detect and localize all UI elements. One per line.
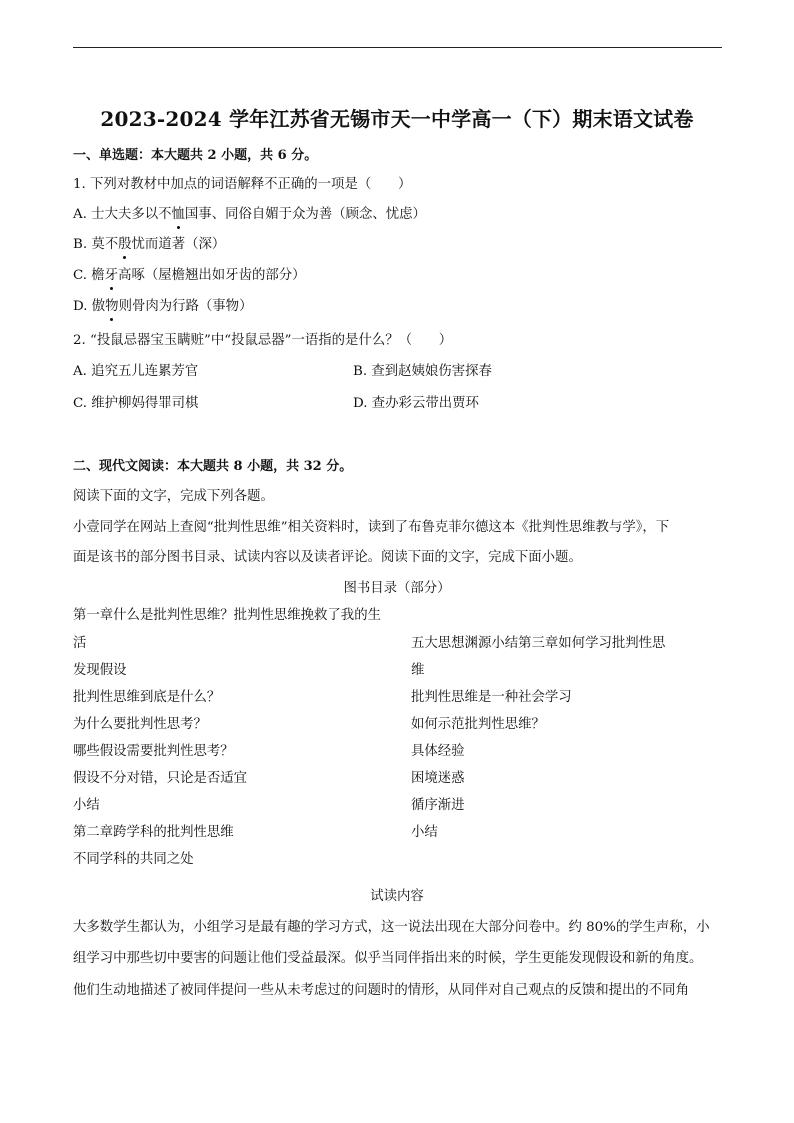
q2-option-d: D. 查办彩云带出贾环 bbox=[353, 396, 479, 411]
excerpt-line: 大多数学生都认为，小组学习是最有趣的学习方式，这一说法出现在大部分问卷中。约 80%的学生声称，小 bbox=[73, 920, 710, 935]
toc-right-item: 五大思想渊源小结第三章如何学习批判性思 bbox=[411, 636, 666, 651]
toc-left-item: 第一章什么是批判性思维？批判性思维挽救了我的生 bbox=[73, 608, 381, 623]
q2-option-b: B. 查到赵姨娘伤害探春 bbox=[353, 364, 492, 379]
emphasis-dot-char: 恤 bbox=[171, 207, 185, 222]
q1-option-d: D. 傲物则骨肉为行路（事物） bbox=[73, 299, 253, 314]
toc-right-item: 循序渐进 bbox=[411, 798, 465, 813]
emphasis-dot-char: 牙 bbox=[104, 268, 119, 283]
section2-heading: 二、现代文阅读：本大题共 8 小题，共 32 分。 bbox=[73, 459, 353, 474]
toc-left-item: 活 bbox=[73, 636, 87, 651]
toc-left-item: 第二章跨学科的批判性思维 bbox=[73, 825, 234, 840]
toc-left-item: 发现假设 bbox=[73, 663, 127, 678]
emphasis-dot-char: 物 bbox=[105, 299, 119, 314]
toc-left-item: 为什么要批判性思考？ bbox=[73, 717, 207, 732]
toc-title: 图书目录（部分） bbox=[343, 581, 451, 596]
paragraph-line: 小壹同学在网站上查阅“批判性思维”相关资料时，读到了布鲁克菲尔德这本《批判性思维教与学》，下 bbox=[73, 520, 670, 535]
exam-title: 2023-2024 学年江苏省无锡市天一中学高一（下）期末语文试卷 bbox=[100, 107, 694, 131]
q1-option-b: B. 莫不殷忧而道著（深） bbox=[73, 237, 226, 252]
q1-option-a: A. 士大夫多以不恤国事、同俗自媚于众为善（顾念、忧虑） bbox=[73, 207, 426, 222]
q1-option-c: C. 檐牙高啄（屋檐翘出如牙齿的部分） bbox=[73, 268, 306, 283]
q2-option-a: A. 追究五儿连累芳官 bbox=[73, 364, 199, 379]
q1-stem: 1. 下列对教材中加点的词语解释不正确的一项是（ ） bbox=[73, 177, 412, 192]
toc-left-item: 小结 bbox=[73, 798, 100, 813]
toc-right-item: 具体经验 bbox=[411, 744, 465, 759]
section1-heading: 一、单选题：本大题共 2 小题，共 6 分。 bbox=[73, 148, 318, 163]
q2-option-c: C. 维护柳妈得罪司棋 bbox=[73, 396, 199, 411]
toc-left-item: 假设不分对错，只论是否适宜 bbox=[73, 771, 248, 786]
toc-left-item: 不同学科的共同之处 bbox=[73, 852, 194, 867]
excerpt-line: 组学习中那些切中要害的问题让他们受益最深。似乎当同伴指出来的时候，学生更能发现假设和新的角度。 bbox=[73, 951, 703, 966]
toc-right-item: 维 bbox=[411, 663, 425, 678]
toc-left-item: 哪些假设需要批判性思考？ bbox=[73, 744, 234, 759]
reading-intro: 阅读下面的文字，完成下列各题。 bbox=[73, 489, 274, 504]
toc-left-item: 批判性思维到底是什么？ bbox=[73, 690, 221, 705]
excerpt-title: 试读内容 bbox=[370, 889, 424, 904]
header-rule bbox=[73, 47, 722, 48]
excerpt-line: 他们生动地描述了被同伴提问一些从未考虑过的问题时的情形，从同伴对自己观点的反馈和提出的不同角 bbox=[73, 983, 689, 998]
paragraph-line: 面是该书的部分图书目录、试读内容以及读者评论。阅读下面的文字，完成下面小题。 bbox=[73, 550, 582, 565]
toc-right-item: 批判性思维是一种社会学习 bbox=[411, 690, 572, 705]
emphasis-dot-char: 殷 bbox=[118, 237, 132, 252]
toc-right-item: 困境迷惑 bbox=[411, 771, 465, 786]
toc-right-item: 如何示范批判性思维？ bbox=[411, 717, 545, 732]
toc-right-item: 小结 bbox=[411, 825, 438, 840]
q2-stem: 2. “投鼠忌器宝玉瞒赃”中“投鼠忌器”一语指的是什么？（ ） bbox=[73, 333, 453, 348]
